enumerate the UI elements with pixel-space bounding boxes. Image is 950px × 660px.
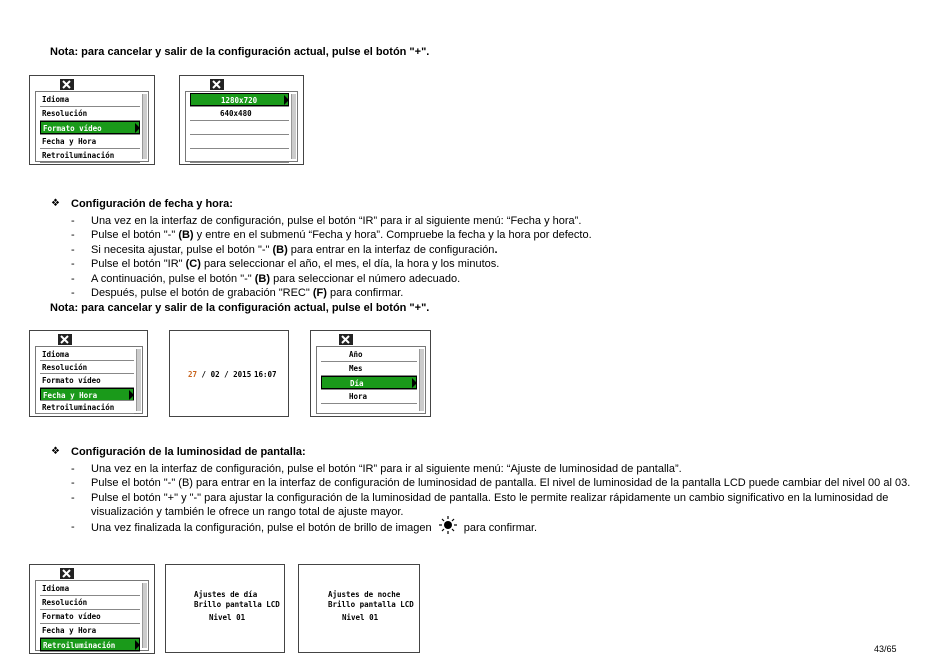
date-submenu-screen — [310, 330, 431, 417]
menu-item[interactable]: Hora — [349, 392, 368, 401]
diamond-bullet-icon: ❖ — [51, 446, 60, 457]
note-cancel-top: Nota: para cancelar y salir de la configuración actual, pulse el botón "+". — [50, 46, 430, 58]
menu-list-2 — [35, 346, 143, 414]
menu-item[interactable]: 1280x720 — [190, 93, 289, 106]
wrench-icon — [60, 568, 74, 579]
date-display-screen — [169, 330, 289, 417]
menu-list-3 — [35, 580, 149, 651]
list-item: - Pulse el botón "-" (B) y entre en el submenú “Fecha y hora”. Compruebe la fecha y la hora por defecto. — [71, 229, 592, 242]
scrollbar — [142, 94, 147, 159]
wrench-icon — [58, 334, 72, 345]
list-item: - Una vez finalizada la configuración, pulse el botón de brillo de imagen para confirmar. — [71, 520, 538, 534]
page-number: 43/65 — [874, 644, 897, 654]
menu-divider — [190, 134, 289, 135]
note-cancel-date: Nota: para cancelar y salir de la configuración actual, pulse el botón "+". — [50, 302, 430, 314]
menu-item[interactable]: Resolución — [42, 109, 88, 118]
menu-item[interactable]: Idioma — [42, 584, 70, 593]
date-steps-list — [51, 214, 592, 300]
menu-item[interactable]: Retroiluminación — [42, 402, 115, 412]
menu-item[interactable]: Retroiluminación — [40, 638, 140, 651]
arrow-right-icon — [135, 123, 140, 133]
sun-brightness-icon — [437, 520, 459, 534]
menu-item[interactable]: Formato vídeo — [42, 612, 101, 621]
arrow-right-icon — [129, 390, 134, 400]
arrow-right-icon — [412, 378, 417, 388]
submenu-list-1 — [185, 91, 298, 162]
menu-item[interactable]: Resolución — [42, 598, 88, 607]
time-value: 16:07 — [254, 370, 277, 379]
date-value — [188, 370, 251, 379]
menu-screen-3 — [29, 564, 155, 654]
brightness-steps-list — [51, 462, 911, 535]
night-level: Nivel 01 — [342, 613, 379, 622]
list-item: - Una vez en la interfaz de configuración, pulse el botón “IR” para ir al siguiente menú: “Ajuste de luminosidad de pantalla”. — [71, 463, 682, 475]
list-item: - Una vez en la interfaz de configuración, pulse el botón “IR” para ir al siguiente menú: “Fecha y hora”. — [71, 215, 582, 227]
wrench-icon — [339, 334, 353, 345]
list-item: - Después, pulse el botón de grabación "REC" (F) para confirmar. — [71, 287, 404, 300]
day-level: Nivel 01 — [209, 613, 246, 622]
menu-divider — [190, 162, 289, 163]
menu-item[interactable]: Fecha y Hora — [40, 388, 134, 401]
menu-item[interactable]: Día — [321, 376, 417, 389]
submenu-list-2 — [316, 346, 426, 414]
diamond-bullet-icon: ❖ — [51, 198, 60, 209]
section-date-heading: Configuración de fecha y hora: — [71, 198, 233, 210]
day-brightness-screen — [165, 564, 285, 653]
menu-divider — [40, 162, 140, 163]
night-brightness-label: Brillo pantalla LCD — [328, 600, 414, 609]
arrow-right-icon — [135, 640, 140, 650]
menu-list-1 — [35, 91, 149, 162]
date-day: 27 — [188, 370, 198, 379]
menu-divider — [40, 413, 134, 414]
menu-screen-2 — [29, 330, 148, 417]
day-settings-title: Ajustes de día — [194, 590, 258, 599]
menu-item[interactable]: Año — [349, 350, 363, 359]
menu-item[interactable]: Resolución — [42, 363, 88, 373]
scrollbar — [136, 349, 141, 411]
arrow-right-icon — [284, 95, 289, 105]
list-item: - Pulse el botón "-" (B) para entrar en la interfaz de configuración de luminosidad de pantalla. El nivel de luminosidad de la pantalla LCD puede cambiar del nivel 00 al 03. — [71, 477, 911, 490]
list-item: - Pulse el botón "IR" (C) para seleccionar el año, el mes, el día, la hora y los minutos. — [71, 258, 500, 271]
section-brightness-heading: Configuración de la luminosidad de pantalla: — [71, 446, 306, 458]
menu-item[interactable]: Fecha y Hora — [42, 137, 97, 146]
menu-divider — [190, 120, 289, 121]
wrench-icon — [210, 79, 224, 90]
menu-screen-1 — [29, 75, 155, 165]
submenu-screen-resolution — [179, 75, 304, 165]
menu-item[interactable]: Formato vídeo — [42, 376, 101, 386]
menu-item[interactable]: Idioma — [42, 95, 70, 104]
list-item: - A continuación, pulse el botón "-" (B) para seleccionar el número adecuado. — [71, 272, 461, 285]
menu-item[interactable]: Retroiluminación — [42, 151, 115, 160]
menu-divider — [321, 403, 417, 404]
night-settings-title: Ajustes de noche — [328, 590, 401, 599]
scrollbar — [142, 583, 147, 648]
scrollbar — [419, 349, 424, 411]
menu-divider — [190, 148, 289, 149]
day-brightness-label: Brillo pantalla LCD — [194, 600, 280, 609]
menu-item[interactable]: Idioma — [42, 350, 70, 359]
menu-item[interactable]: Formato vídeo — [40, 121, 140, 134]
night-brightness-screen — [298, 564, 420, 653]
list-item: - Si necesita ajustar, pulse el botón "-" (B) para entrar en la interfaz de configuración. — [71, 243, 498, 256]
menu-item[interactable]: Fecha y Hora — [42, 626, 97, 635]
menu-divider — [40, 651, 140, 652]
wrench-icon — [60, 79, 74, 90]
menu-item[interactable]: 640x480 — [220, 109, 252, 118]
list-item: - Pulse el botón "+" y "-" para ajustar la configuración de la luminosidad de pantalla. Esto le permite realizar rápidamente un cambio significativo en la luminosidad de visualización y también le ofrece un rango total de ajuste mayor. — [71, 491, 889, 519]
date-rest: / 02 / 2015 — [197, 370, 252, 379]
menu-item[interactable]: Mes — [349, 364, 363, 373]
scrollbar — [291, 94, 296, 159]
